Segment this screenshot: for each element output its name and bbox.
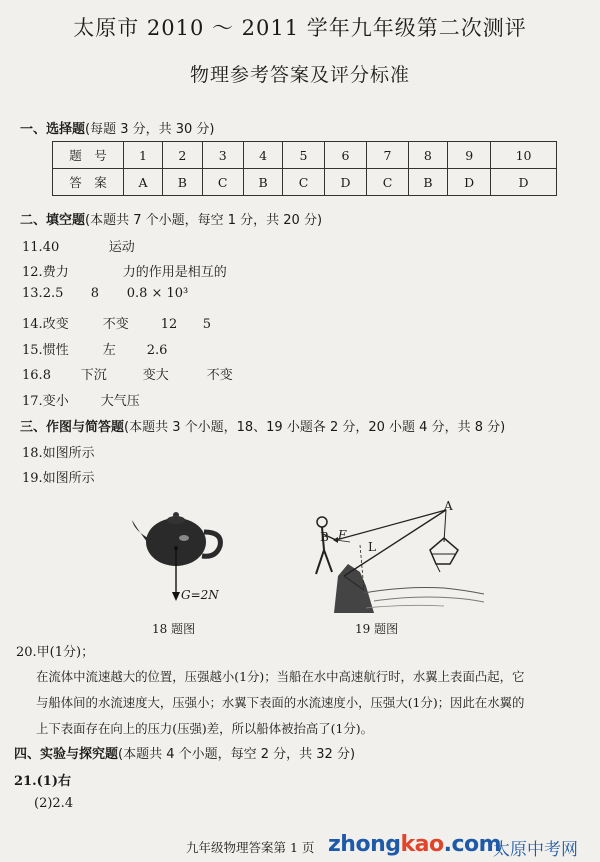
section4-heading (14, 743, 355, 762)
item-number: 17. (22, 394, 43, 409)
answer-line-20-2: 与船体间的水流速度大，压强小；水翼下表面的水流速度小，压强大(1分)；因此在水翼的 (36, 695, 525, 710)
person-leg (316, 550, 324, 574)
basket-line (436, 564, 440, 572)
item-number: 12. (22, 265, 43, 280)
table-cell: C (283, 169, 324, 196)
section3-note: (本题共 3 个小题，18、19 小题各 2 分，20 小题 4 分，共 8 分) (124, 420, 506, 435)
table-cell: 1 (124, 142, 163, 169)
item-number: 14. (22, 317, 43, 332)
table-header-answer: 答 案 (53, 169, 124, 196)
watermark-logo-latin (328, 832, 501, 857)
answer-part: 40 (42, 240, 60, 255)
item-number: 13. (22, 286, 43, 301)
answer-part: 0.8 × 10³ (126, 286, 189, 301)
answer-part: 左 (102, 343, 116, 358)
answer-line-12 (22, 261, 227, 280)
gravity-arrow-head (172, 592, 180, 601)
teapot-knob (173, 512, 179, 518)
section2-note: (本题共 7 个小题，每空 1 分，共 20 分) (85, 213, 323, 228)
table-cell: 8 (408, 142, 448, 169)
item-number: 16. (22, 368, 43, 383)
fig19-caption: 19 题图 (355, 622, 399, 636)
answer-line-13 (22, 286, 188, 301)
load-rope (444, 510, 446, 542)
pole-line (344, 510, 446, 576)
table-cell: 2 (163, 142, 203, 169)
watermark-kao: kao (400, 832, 444, 857)
fig19-label-F: F (338, 528, 347, 542)
answer-part: 下沉 (80, 368, 107, 383)
answer-part: 费力 (42, 265, 69, 280)
watermark-cn: 太原中考网 (493, 840, 578, 860)
page-subtitle: 物理参考答案及评分标准 (189, 64, 410, 86)
answer-line-19: 19.如图所示 (22, 471, 95, 486)
section4-note: (本题共 4 个小题，每空 2 分，共 32 分) (118, 747, 356, 762)
answer-part: 变小 (42, 394, 69, 409)
table-cell: 9 (448, 142, 491, 169)
water-line (364, 588, 484, 594)
section4-title: 四、实验与探究题 (14, 747, 119, 762)
water-line (374, 597, 484, 602)
answer-line-20-1: 在流体中流速越大的位置，压强越小(1分)；当船在水中高速航行时，水翼上表面凸起，它 (36, 669, 525, 684)
section1-heading (20, 118, 215, 137)
watermark-logo (318, 830, 600, 862)
table-cell: B (243, 169, 283, 196)
section3-title: 三、作图与简答题 (20, 420, 125, 435)
answer-part: 惯性 (42, 343, 69, 358)
answer-part: 5 (202, 317, 211, 332)
teapot-spout (132, 520, 150, 546)
answer-line-21-2: (2)2.4 (34, 796, 74, 811)
watermark-zhong: zhong (328, 832, 401, 857)
figure-19-pulley (294, 498, 484, 613)
table-cell: B (408, 169, 448, 196)
table-cell: D (491, 169, 557, 196)
answer-table (52, 141, 557, 196)
answer-part: 力的作用是相互的 (122, 265, 227, 280)
section2-title: 二、填空题 (20, 213, 86, 228)
item-number: 15. (22, 343, 43, 358)
table-cell: 4 (243, 142, 283, 169)
fig18-caption: 18 题图 (152, 622, 196, 636)
answer-part: 8 (90, 286, 99, 301)
answer-line-21-1: 21.(1)右 (14, 774, 71, 789)
table-cell: D (448, 169, 491, 196)
answer-part: 8 (42, 368, 51, 383)
answer-line-11 (22, 236, 135, 255)
watermark-com: .com (443, 832, 502, 857)
section3-heading (20, 416, 505, 435)
table-cell: A (124, 169, 163, 196)
table-cell: 5 (283, 142, 324, 169)
section1-note: (每题 3 分，共 30 分) (85, 122, 215, 137)
answer-line-18: 18.如图所示 (22, 446, 95, 461)
teapot-highlight (179, 535, 189, 541)
table-cell: 7 (367, 142, 408, 169)
page-footer: 九年级物理答案第 1 页 (186, 840, 315, 855)
person-leg (324, 550, 332, 572)
table-cell: D (324, 169, 367, 196)
answer-part: 运动 (108, 240, 135, 255)
answer-line-20-head: 20.甲(1分)； (16, 645, 95, 660)
answer-line-16 (22, 364, 233, 383)
answer-part: 改变 (42, 317, 69, 332)
answer-part: 12 (160, 317, 178, 332)
answer-part: 2.6 (146, 343, 168, 358)
answer-line-15 (22, 339, 167, 358)
fig18-force-label: G=2N (181, 588, 219, 602)
table-row-questions (53, 142, 557, 169)
answer-line-14 (22, 313, 211, 332)
page-title: 太原市 2010 ～ 2011 学年九年级第二次测评 (73, 16, 527, 40)
table-header-question: 题 号 (53, 142, 124, 169)
answer-part: 大气压 (100, 394, 140, 409)
fig19-label-L: L (368, 540, 376, 554)
table-cell: 3 (202, 142, 243, 169)
table-cell: B (163, 169, 203, 196)
water-line (366, 605, 444, 608)
table-cell: C (202, 169, 243, 196)
answer-line-20-3: 上下表面存在向上的压力(压强)差，所以船体被抬高了(1分)。 (36, 721, 373, 736)
section1-title: 一、选择题 (20, 122, 86, 137)
answer-part: 变大 (142, 368, 169, 383)
fig19-label-B: B (320, 530, 329, 544)
rope-line (336, 510, 446, 540)
answer-line-17 (22, 390, 140, 409)
answer-part: 不变 (102, 317, 129, 332)
table-cell: 6 (324, 142, 367, 169)
answer-part: 不变 (206, 368, 233, 383)
rock-shore (334, 564, 374, 613)
section2-heading (20, 209, 322, 228)
table-row-answers (53, 169, 557, 196)
fig19-label-A: A (444, 499, 453, 513)
item-number: 11. (22, 240, 43, 255)
answer-part: 2.5 (42, 286, 64, 301)
person-head (317, 517, 327, 527)
table-cell: 10 (491, 142, 557, 169)
table-cell: C (367, 169, 408, 196)
